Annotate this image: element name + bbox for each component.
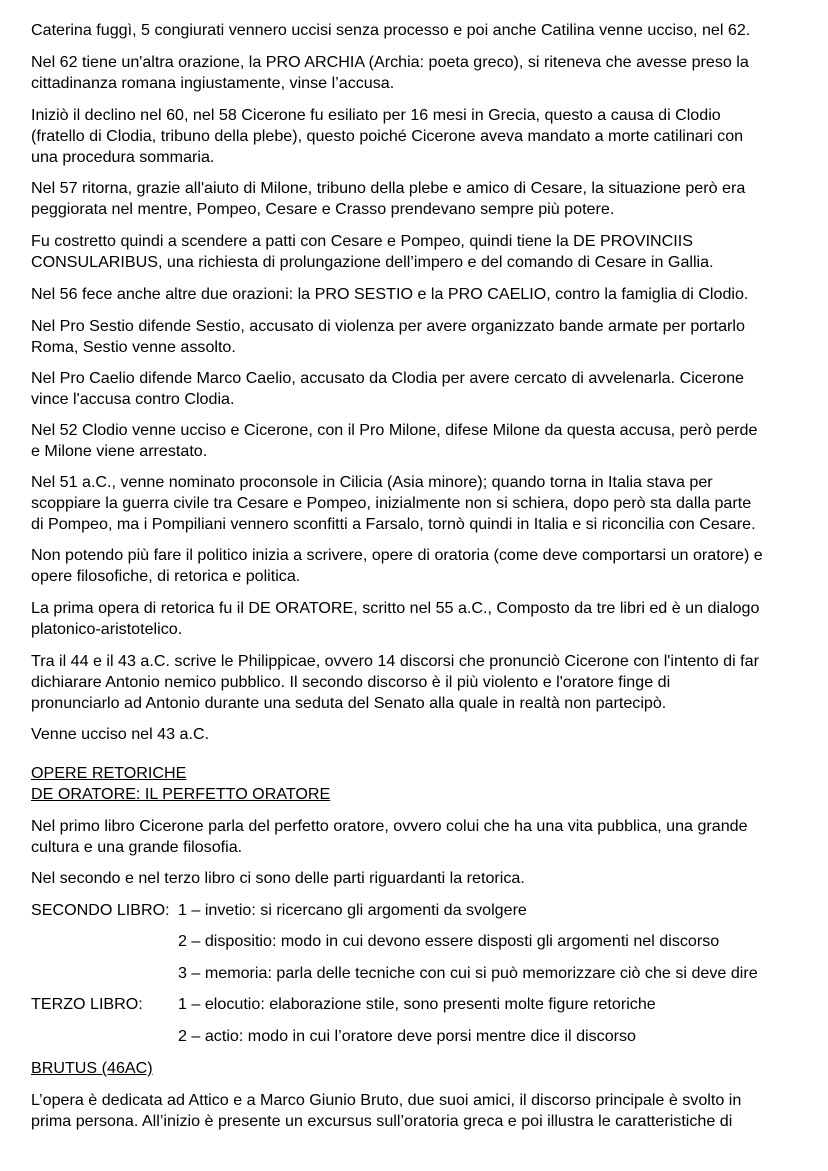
list-row-secondo-1 [31,900,801,921]
heading-opere-retoriche: OPERE RETORICHE [31,764,187,782]
list-row-secondo-3 [31,963,801,984]
paragraph-pro-archia: Nel 62 tiene un'altra orazione, la PRO ARCHIA (Archia: poeta greco), si riteneva che avesse preso la cittadinanza romana ingiustamente, vinse l’accusa. [31,53,749,92]
paragraph-catilina-death: Caterina fuggì, 5 congiurati vennero uccisi senza processo e poi anche Catilina venne ucciso, nel 62. [31,21,751,39]
paragraph-cilicia: Nel 51 a.C., venne nominato proconsole in Cilicia (Asia minore); quando torna in Italia stava per scoppiare la guerra civile tra Cesare e Pompeo, inizialmente non si schiera, dopo però sta dalla parte di Pompeo, ma i Pompiliani vennero sconfitti a Farsalo, tornò quindi in Italia e si riconcilia con Cesare. [31,473,756,533]
list-item-dispositio: 2 – dispositio: modo in cui devono essere disposti gli argomenti nel discorso [178,932,720,950]
paragraph-brutus: L’opera è dedicata ad Attico e a Marco Giunio Bruto, due suoi amici, il discorso principale è svolto in prima persona. All’inizio è presente un excursus sull’oratoria greca e poi illustra le caratteristiche di [31,1091,742,1130]
paragraph-pro-milone: Nel 52 Clodio venne ucciso e Cicerone, con il Pro Milone, difese Milone da questa accusa, però perde e Milone viene arrestato. [31,421,758,460]
list-row-terzo-1 [31,994,801,1015]
paragraph-de-provinciis: Fu costretto quindi a scendere a patti con Cesare e Pompeo, quindi tiene la DE PROVINCIIS CONSULARIBUS, una richiesta di prolungazione dell’impero e del comando di Cesare in Gallia. [31,232,714,271]
list-item-memoria: 3 – memoria: parla delle tecniche con cui si può memorizzare ciò che si deve dire [178,964,758,982]
paragraph-return: Nel 57 ritorna, grazie all'aiuto di Milone, tribuno della plebe e amico di Cesare, la situazione però era peggiorata nel mentre, Pompeo, Cesare e Crasso prendevano sempre più potere. [31,179,746,218]
paragraph-death: Venne ucciso nel 43 a.C. [31,725,210,743]
list-item-invetio: 1 – invetio: si ricercano gli argomenti da svolgere [178,901,527,919]
label-terzo-libro: TERZO LIBRO: [31,995,143,1013]
list-row-secondo-2 [31,931,801,952]
paragraph-pro-sestio: Nel Pro Sestio difende Sestio, accusato di violenza per avere organizzato bande armate per portarlo Roma, Sestio venne assolto. [31,317,745,356]
paragraph-de-oratore-intro: La prima opera di retorica fu il DE ORATORE, scritto nel 55 a.C., Composto da tre libri ed è un dialogo platonico-aristotelico. [31,599,760,638]
paragraph-pro-caelio: Nel Pro Caelio difende Marco Caelio, accusato da Clodia per avere cercato di avvelenarla. Cicerone vince l'accusa contro Clodia. [31,369,744,408]
label-secondo-libro: SECONDO LIBRO: [31,901,170,919]
list-item-elocutio: 1 – elocutio: elaborazione stile, sono presenti molte figure retoriche [178,995,656,1013]
heading-de-oratore: DE ORATORE: IL PERFETTO ORATORE [31,785,331,803]
paragraph-orazioni-56: Nel 56 fece anche altre due orazioni: la PRO SESTIO e la PRO CAELIO, contro la famiglia di Clodio. [31,285,749,303]
list-item-actio: 2 – actio: modo in cui l’oratore deve porsi mentre dice il discorso [178,1027,636,1045]
paragraph-secondo-terzo: Nel secondo e nel terzo libro ci sono delle parti riguardanti la retorica. [31,869,525,887]
paragraph-scrittura: Non potendo più fare il politico inizia a scrivere, opere di oratoria (come deve comportarsi un oratore) e opere filosofiche, di retorica e politica. [31,546,763,585]
list-row-terzo-2 [31,1026,801,1047]
paragraph-primo-libro: Nel primo libro Cicerone parla del perfetto oratore, ovvero colui che ha una vita pubblica, una grande cultura e una grande filosofia. [31,817,748,856]
heading-brutus: BRUTUS (46AC) [31,1059,153,1077]
paragraph-exile: Iniziò il declino nel 60, nel 58 Cicerone fu esiliato per 16 mesi in Grecia, questo a causa di Clodio (fratello di Clodia, tribuno della plebe), questo poiché Cicerone aveva mandato a morte catilinari con una procedura sommaria. [31,106,744,166]
paragraph-philippicae: Tra il 44 e il 43 a.C. scrive le Philippicae, ovvero 14 discorsi che pronunciò Cicerone con l'intento di far dichiarare Antonio nemico pubblico. Il secondo discorso è il più violento e l'oratore finge di pronunciarlo ad Antonio durante una seduta del Senato alla quale in realtà non partecipò. [31,652,759,712]
